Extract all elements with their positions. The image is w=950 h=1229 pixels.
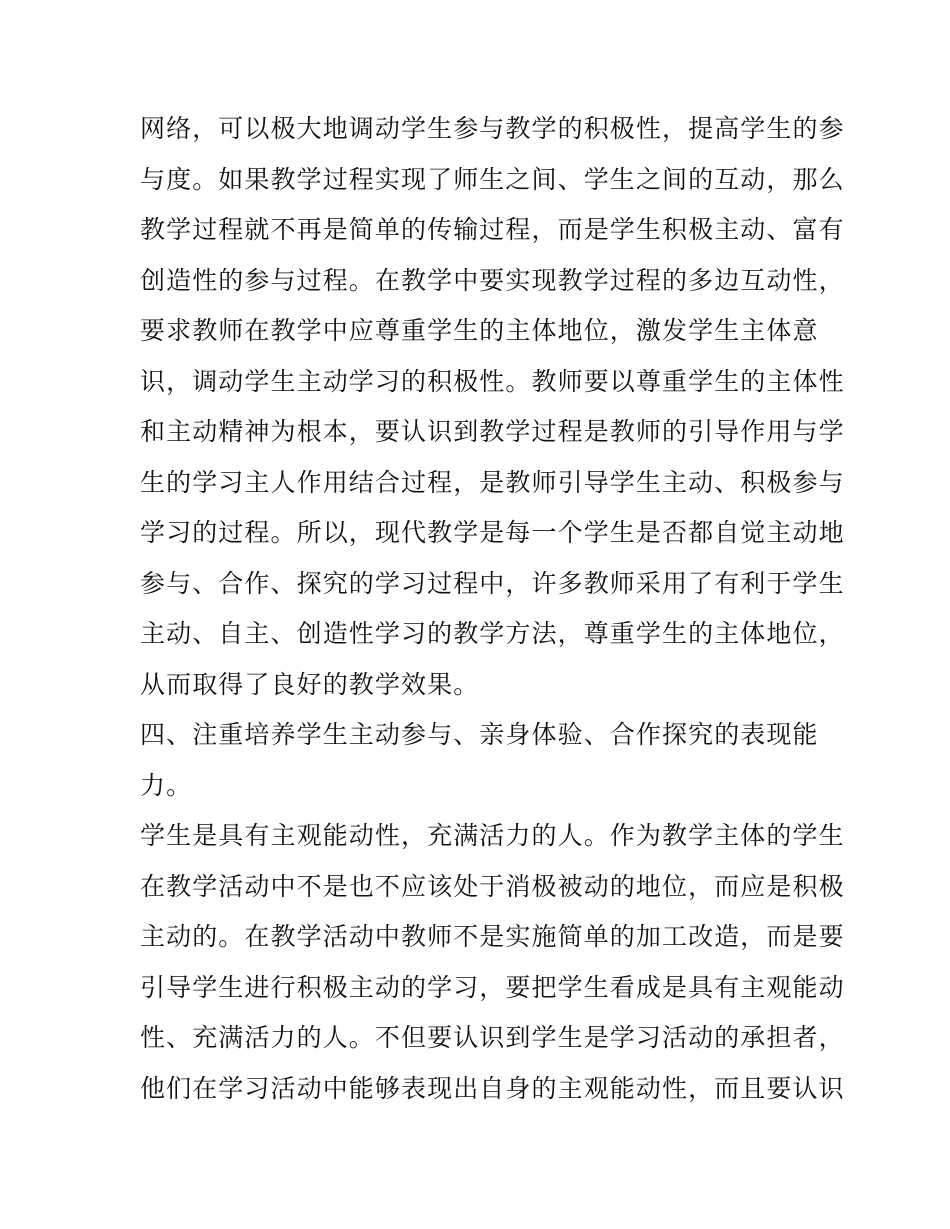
section-heading-line: 四、注重培养学生主动参与、亲身体验、合作探究的表现能 xyxy=(140,720,819,749)
text-line: 识，调动学生主动学习的积极性。教师要以尊重学生的主体性 xyxy=(140,366,845,396)
text-line: 学生是具有主观能动性，充满活力的人。作为教学主体的学生 xyxy=(140,821,845,850)
text-line: 学习的过程。所以，现代教学是每一个学生是否都自觉主动地 xyxy=(140,518,845,547)
body-text xyxy=(140,104,845,1114)
text-line: 要求教师在教学中应尊重学生的主体地位，激发学生主体意 xyxy=(140,316,819,345)
section-heading-line: 力。 xyxy=(140,770,193,800)
text-line: 与度。如果教学过程实现了师生之间、学生之间的互动，那么 xyxy=(140,164,845,194)
text-line: 从而取得了良好的教学效果。 xyxy=(140,669,480,699)
text-line: 参与、合作、探究的学习过程中，许多教师采用了有利于学生 xyxy=(140,568,845,598)
text-line: 网络，可以极大地调动学生参与教学的积极性，提高学生的参 xyxy=(140,114,845,143)
text-line: 生的学习主人作用结合过程，是教师引导学生主动、积极参与 xyxy=(140,467,845,497)
text-line: 主动的。在教学活动中教师不是实施简单的加工改造，而是要 xyxy=(140,922,845,951)
text-line: 创造性的参与过程。在教学中要实现教学过程的多边互动性， xyxy=(140,265,845,295)
text-line: 在教学活动中不是也不应该处于消极被动的地位，而应是积极 xyxy=(140,871,845,901)
text-line: 引导学生进行积极主动的学习，要把学生看成是具有主观能动 xyxy=(140,972,845,1002)
text-line: 性、充满活力的人。不但要认识到学生是学习活动的承担者， xyxy=(140,1023,845,1052)
text-line: 他们在学习活动中能够表现出自身的主观能动性，而且要认识 xyxy=(140,1073,845,1103)
text-line: 和主动精神为根本，要认识到教学过程是教师的引导作用与学 xyxy=(140,417,845,446)
text-line: 主动、自主、创造性学习的教学方法，尊重学生的主体地位， xyxy=(140,619,845,648)
text-line: 教学过程就不再是简单的传输过程，而是学生积极主动、富有 xyxy=(140,215,845,244)
